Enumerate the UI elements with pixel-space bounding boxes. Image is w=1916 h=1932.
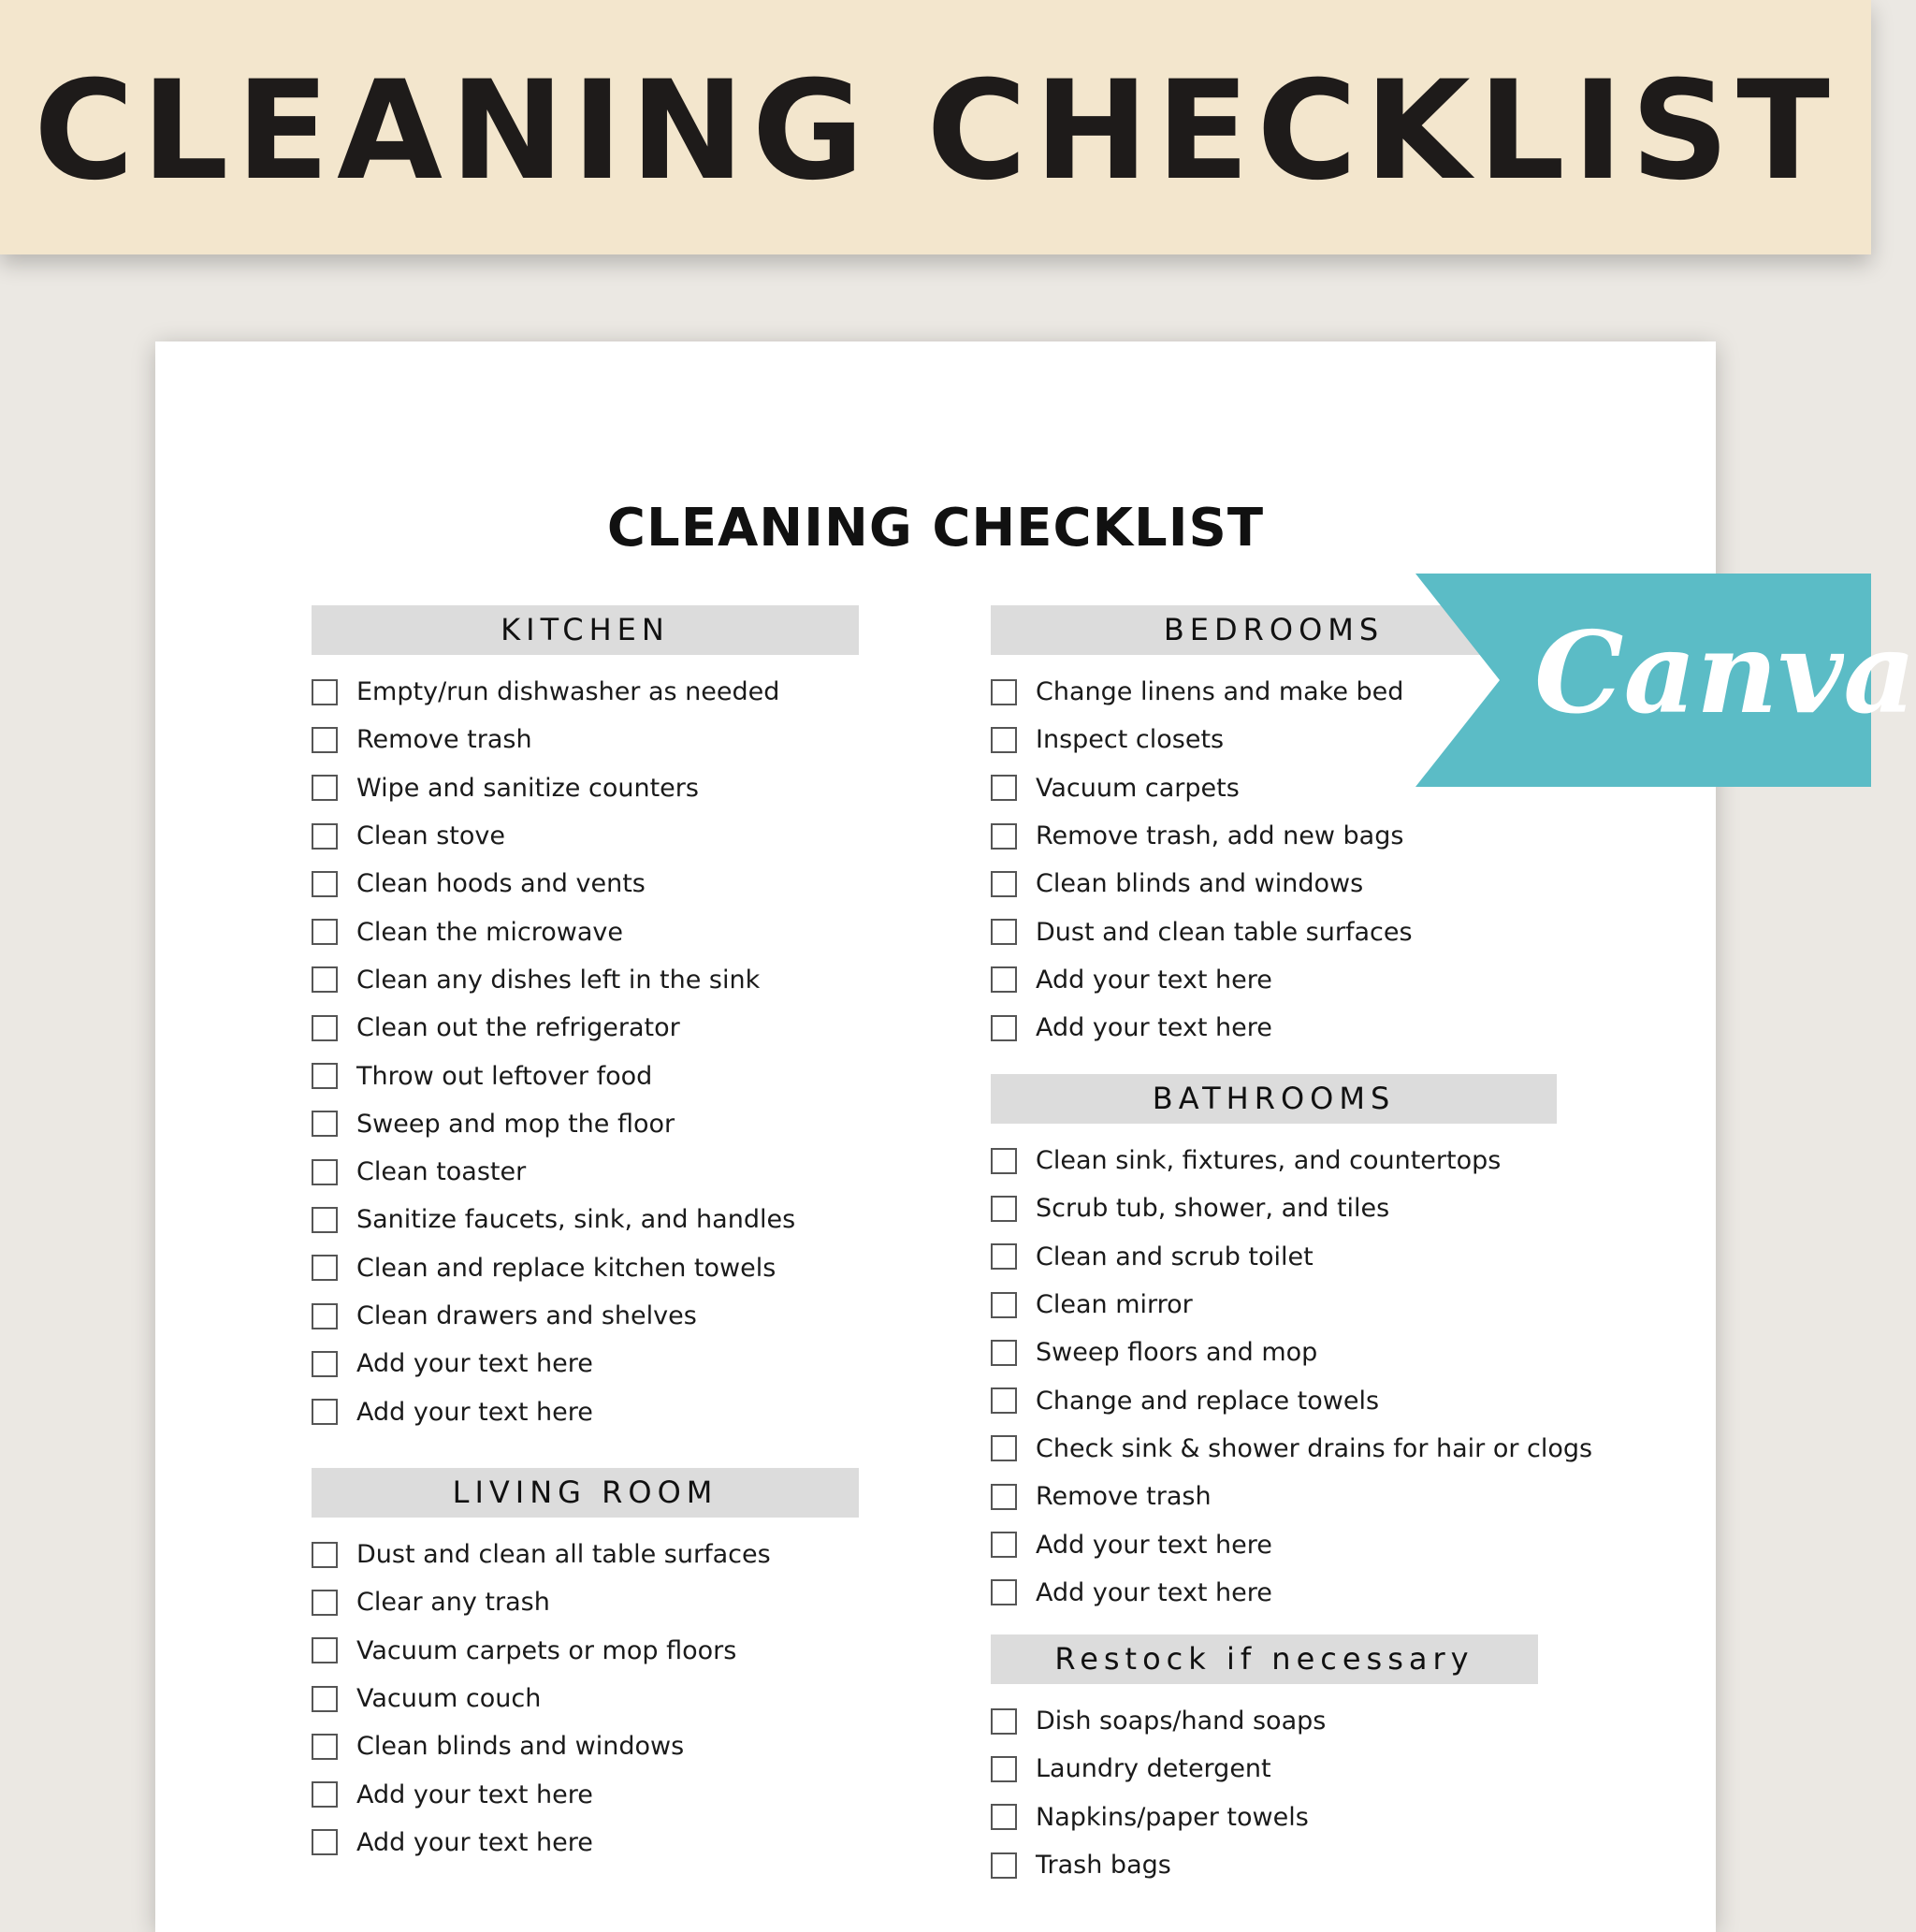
checklist-item[interactable] <box>991 1376 1557 1424</box>
section-header-living-room: LIVING ROOM <box>312 1468 859 1518</box>
checkbox[interactable] <box>312 1686 338 1712</box>
checklist-item[interactable] <box>991 1520 1557 1568</box>
checklist-item[interactable] <box>312 1531 859 1578</box>
checklist-item[interactable] <box>991 860 1557 908</box>
checklist-item[interactable] <box>991 1137 1557 1184</box>
checkbox[interactable] <box>312 1351 338 1377</box>
checklist-item-label: Sanitize faucets, sink, and handles <box>356 1205 796 1235</box>
checklist-item[interactable] <box>991 1697 1538 1745</box>
checklist-item-label: Clean stove <box>356 821 505 851</box>
checklist-item-label: Dust and clean all table surfaces <box>356 1540 771 1570</box>
checklist-item[interactable] <box>991 1281 1557 1329</box>
section-living-room <box>312 1468 859 1867</box>
checkbox[interactable] <box>991 775 1017 801</box>
checkbox[interactable] <box>312 966 338 993</box>
checklist-item-label: Dust and clean table surfaces <box>1036 917 1413 947</box>
checklist-item-label: Add your text here <box>356 1349 593 1379</box>
checklist-item-label: Vacuum carpets or mop floors <box>356 1635 737 1665</box>
checklist-item-label: Throw out leftover food <box>356 1061 653 1091</box>
checklist-item-label: Add your text here <box>1036 1577 1272 1607</box>
checkbox[interactable] <box>991 1532 1017 1558</box>
checklist-item[interactable] <box>312 1722 859 1770</box>
checkbox[interactable] <box>991 1852 1017 1879</box>
checklist-item-label: Check sink & shower drains for hair or clogs <box>1036 1433 1593 1463</box>
checkbox[interactable] <box>312 1255 338 1281</box>
checklist-item-label: Clean and scrub toilet <box>1036 1242 1314 1271</box>
checklist-item-label: Clean sink, fixtures, and countertops <box>1036 1146 1502 1176</box>
checklist-item-label: Add your text here <box>356 1397 593 1427</box>
checkbox[interactable] <box>991 1579 1017 1605</box>
checkbox[interactable] <box>991 823 1017 850</box>
checkbox[interactable] <box>312 1015 338 1041</box>
checkbox[interactable] <box>312 1542 338 1568</box>
checkbox[interactable] <box>991 1756 1017 1782</box>
checkbox[interactable] <box>312 1111 338 1137</box>
checklist-item-label: Sweep and mop the floor <box>356 1109 675 1139</box>
checklist-item-label: Clean drawers and shelves <box>356 1301 697 1330</box>
checklist-item[interactable] <box>991 908 1557 955</box>
checklist-item[interactable] <box>312 716 859 763</box>
checklist-item-label: Clean and replace kitchen towels <box>356 1253 777 1283</box>
checkbox[interactable] <box>312 1781 338 1808</box>
checkbox[interactable] <box>991 1708 1017 1735</box>
checklist-item-label: Scrub tub, shower, and tiles <box>1036 1194 1390 1224</box>
checkbox[interactable] <box>991 1243 1017 1270</box>
section-header-bathrooms: BATHROOMS <box>991 1074 1557 1124</box>
checkbox[interactable] <box>991 1015 1017 1041</box>
checklist-item-label: Remove trash <box>1036 1482 1212 1512</box>
restock-item-list <box>991 1697 1538 1889</box>
section-restock <box>991 1634 1538 1889</box>
checklist-item-label: Remove trash, add new bags <box>1036 821 1404 851</box>
checklist-item[interactable] <box>312 1196 859 1243</box>
checklist-item-label: Clean mirror <box>1036 1290 1193 1320</box>
bathrooms-item-list <box>991 1137 1593 1617</box>
checklist-item[interactable] <box>312 1340 859 1387</box>
checklist-item[interactable] <box>991 1233 1557 1281</box>
checkbox[interactable] <box>991 727 1017 753</box>
checklist-item-label: Dish soaps/hand soaps <box>1036 1707 1327 1736</box>
checklist-item[interactable] <box>312 1627 859 1675</box>
checkbox[interactable] <box>312 1303 338 1329</box>
checklist-item[interactable] <box>991 1841 1538 1889</box>
checklist-item[interactable] <box>312 908 859 955</box>
checklist-item[interactable] <box>312 860 859 908</box>
checklist-item[interactable] <box>312 956 859 1004</box>
checklist-item-label: Remove trash <box>356 725 532 755</box>
checkbox[interactable] <box>991 966 1017 993</box>
checkbox[interactable] <box>991 871 1017 897</box>
checklist-item[interactable] <box>312 1675 859 1722</box>
checkbox[interactable] <box>312 775 338 801</box>
checkbox[interactable] <box>312 1159 338 1185</box>
checklist-item-label: Napkins/paper towels <box>1036 1802 1309 1832</box>
checkbox[interactable] <box>312 727 338 753</box>
checklist-item[interactable] <box>991 1745 1538 1793</box>
section-bathrooms <box>991 1074 1593 1617</box>
checkbox[interactable] <box>312 871 338 897</box>
checklist-item[interactable] <box>312 1578 859 1626</box>
checklist-item-label: Empty/run dishwasher as needed <box>356 677 780 707</box>
checkbox[interactable] <box>991 1435 1017 1461</box>
checklist-item-label: Laundry detergent <box>1036 1754 1271 1784</box>
checkbox[interactable] <box>312 1207 338 1233</box>
checklist-item-label: Trash bags <box>1036 1851 1171 1881</box>
checklist-item-label: Clean the microwave <box>356 917 623 947</box>
checklist-item[interactable] <box>991 1184 1557 1232</box>
checkbox[interactable] <box>312 1063 338 1089</box>
checkbox[interactable] <box>312 1637 338 1663</box>
checklist-item-label: Vacuum couch <box>356 1684 542 1714</box>
checklist-item[interactable] <box>991 956 1557 1004</box>
checkbox[interactable] <box>991 1196 1017 1222</box>
checklist-item[interactable] <box>991 1569 1557 1617</box>
section-header-bedrooms: BEDROOMS <box>991 605 1557 655</box>
checklist-item-label: Inspect closets <box>1036 725 1225 755</box>
section-header-restock: Restock if necessary <box>991 1634 1538 1684</box>
checklist-item-label: Wipe and sanitize counters <box>356 773 699 803</box>
checklist-item[interactable] <box>991 1425 1593 1473</box>
checklist-item[interactable] <box>312 764 859 812</box>
checklist-item[interactable] <box>312 1770 859 1818</box>
sheet-title: CLEANING CHECKLIST <box>606 498 1265 559</box>
canva-logo: Canva <box>1534 607 1916 739</box>
kitchen-item-list <box>312 668 859 1436</box>
checkbox[interactable] <box>991 919 1017 945</box>
checklist-item-label: Add your text here <box>1036 1530 1272 1560</box>
checklist-item[interactable] <box>991 1794 1538 1841</box>
checkbox[interactable] <box>991 679 1017 705</box>
checklist-item-label: Vacuum carpets <box>1036 773 1240 803</box>
checkbox[interactable] <box>312 823 338 850</box>
checklist-item-label: Add your text here <box>1036 965 1272 995</box>
checklist-item[interactable] <box>312 1244 859 1292</box>
checklist-item[interactable] <box>991 812 1557 860</box>
checklist-item-label: Clean any dishes left in the sink <box>356 965 761 995</box>
checklist-item[interactable] <box>312 1004 859 1052</box>
checkbox[interactable] <box>991 1484 1017 1510</box>
checkbox[interactable] <box>312 1829 338 1855</box>
checklist-item[interactable] <box>312 1819 859 1867</box>
checklist-item[interactable] <box>312 1100 859 1148</box>
section-header-kitchen: KITCHEN <box>312 605 859 655</box>
checklist-item[interactable] <box>312 1387 859 1435</box>
checklist-item-label: Add your text here <box>356 1827 593 1857</box>
checkbox[interactable] <box>991 1804 1017 1830</box>
checklist-item[interactable] <box>991 1473 1557 1520</box>
checklist-item-label: Clean out the refrigerator <box>356 1013 680 1043</box>
checkbox[interactable] <box>312 1734 338 1760</box>
checklist-item-label: Change and replace towels <box>1036 1386 1380 1416</box>
checkbox[interactable] <box>312 1590 338 1616</box>
checklist-item-label: Change linens and make bed <box>1036 677 1404 707</box>
checklist-item-label: Clear any trash <box>356 1588 550 1618</box>
checklist-item[interactable] <box>312 1292 859 1340</box>
checklist-item[interactable] <box>312 668 859 716</box>
banner-title: CLEANING CHECKLIST <box>34 51 1837 211</box>
checklist-item-label: Add your text here <box>356 1779 593 1809</box>
checkbox[interactable] <box>991 1292 1017 1318</box>
checklist-item[interactable] <box>312 812 859 860</box>
checklist-item-label: Sweep floors and mop <box>1036 1338 1318 1368</box>
checklist-item[interactable] <box>312 1148 859 1196</box>
checkbox[interactable] <box>991 1148 1017 1174</box>
checklist-item-label: Clean blinds and windows <box>1036 869 1364 899</box>
checkbox[interactable] <box>312 679 338 705</box>
checklist-item[interactable] <box>312 1052 859 1099</box>
checklist-item-label: Clean blinds and windows <box>356 1732 685 1762</box>
checklist-item-label: Clean toaster <box>356 1157 527 1187</box>
checklist-item-label: Add your text here <box>1036 1013 1272 1043</box>
checkbox[interactable] <box>312 1399 338 1425</box>
header-banner <box>0 0 1871 254</box>
checklist-item[interactable] <box>991 1004 1557 1052</box>
checkbox[interactable] <box>991 1387 1017 1414</box>
section-kitchen <box>312 605 859 1436</box>
checkbox[interactable] <box>991 1340 1017 1366</box>
checkbox[interactable] <box>312 919 338 945</box>
checklist-item[interactable] <box>991 1329 1557 1376</box>
living-room-item-list <box>312 1531 859 1867</box>
checklist-item-label: Clean hoods and vents <box>356 869 646 899</box>
